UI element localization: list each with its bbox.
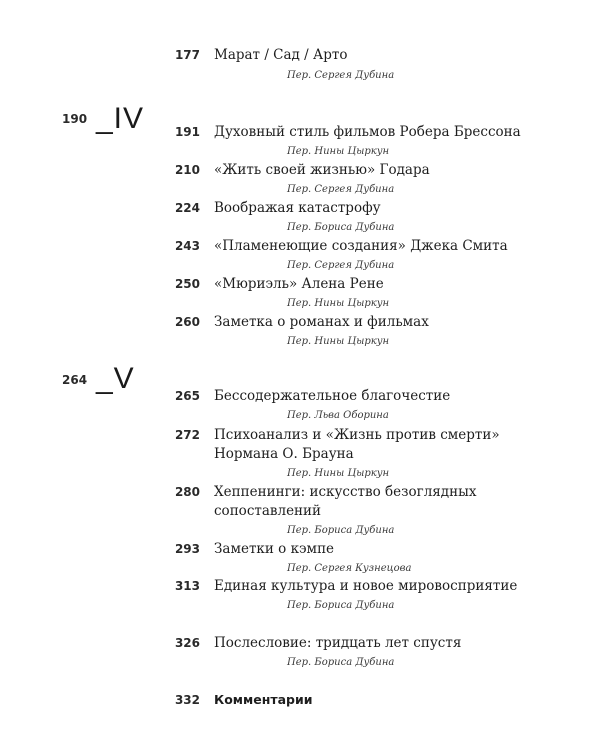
section-label: _IV <box>96 102 145 135</box>
section-page-number: 190 <box>62 112 88 126</box>
toc-translator: Пер. Бориса Дубина <box>287 525 395 536</box>
toc-page-number: 293 <box>174 542 200 556</box>
toc-translator: Пер. Сергея Дубина <box>287 70 395 81</box>
toc-page-number: 243 <box>174 239 200 253</box>
section-page-number: 264 <box>62 373 88 387</box>
toc-title: «Мюриэль» Алена Рене <box>214 276 384 292</box>
toc-translator: Пер. Нины Цыркун <box>287 468 390 479</box>
toc-page-number: 313 <box>174 579 200 593</box>
toc-title: «Пламенеющие создания» Джека Смита <box>214 238 508 254</box>
toc-title: Духовный стиль фильмов Робера Брессона <box>214 124 521 140</box>
toc-page-number: 191 <box>174 125 200 139</box>
toc-translator: Пер. Сергея Дубина <box>287 184 395 195</box>
toc-page-number: 265 <box>174 389 200 403</box>
toc-title: Единая культура и новое мировосприятие <box>214 578 518 594</box>
toc-translator: Пер. Бориса Дубина <box>287 657 395 668</box>
toc-title: «Жить своей жизнью» Годара <box>214 162 430 178</box>
toc-translator: Пер. Льва Оборина <box>287 410 389 421</box>
toc-page-number: 210 <box>174 163 200 177</box>
toc-translator: Пер. Бориса Дубина <box>287 222 395 233</box>
toc-title: Заметки о кэмпе <box>214 541 335 557</box>
toc-page-number: 332 <box>174 693 200 707</box>
toc-translator: Пер. Нины Цыркун <box>287 146 390 157</box>
toc-page-number: 250 <box>174 277 200 291</box>
toc-title: Заметка о романах и фильмах <box>214 314 429 330</box>
toc-translator: Пер. Нины Цыркун <box>287 336 390 347</box>
toc-title-line-1: Хеппенинги: искусство безоглядных <box>214 484 477 500</box>
toc-translator: Пер. Бориса Дубина <box>287 600 395 611</box>
toc-translator: Пер. Нины Цыркун <box>287 298 390 309</box>
toc-title: Бессодержательное благочестие <box>214 388 451 404</box>
section-label: _V <box>96 362 135 395</box>
toc-page-number: 326 <box>174 636 200 650</box>
toc-page-number: 260 <box>174 315 200 329</box>
toc-title-line-2: сопоставлений <box>214 503 322 519</box>
toc-title: Комментарии <box>214 692 313 707</box>
toc-page-number: 272 <box>174 428 200 442</box>
toc-page-number: 177 <box>174 48 200 62</box>
toc-page-number: 280 <box>174 485 200 499</box>
toc-title: Марат / Сад / Арто <box>214 47 348 63</box>
toc-title-line-2: Нормана О. Брауна <box>214 446 354 462</box>
toc-title: Послесловие: тридцать лет спустя <box>214 635 462 651</box>
toc-translator: Пер. Сергея Дубина <box>287 260 395 271</box>
toc-title-line-1: Психоанализ и «Жизнь против смерти» <box>214 427 500 443</box>
toc-translator: Пер. Сергея Кузнецова <box>287 563 412 574</box>
toc-page-number: 224 <box>174 201 200 215</box>
toc-title: Воображая катастрофу <box>214 200 381 216</box>
